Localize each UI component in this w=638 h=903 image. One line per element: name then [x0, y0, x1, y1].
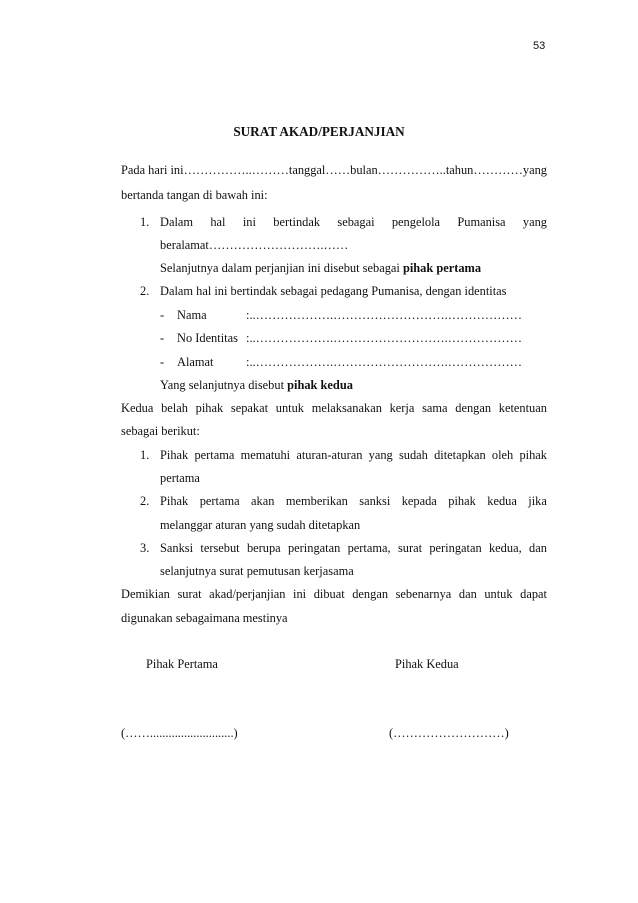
- intro-line-1: [121, 163, 547, 178]
- field-value-alamat: :..……………….……………………….………………: [246, 355, 523, 369]
- intro-line-2: bertanda tangan di bawah ini:: [121, 188, 268, 202]
- field-label-alamat: Alamat: [177, 355, 214, 369]
- closing-word: ini: [293, 587, 307, 601]
- party2-line-1: Dalam hal ini bertindak sebagai pedagang Pumanisa, dengan identitas: [160, 284, 507, 298]
- intro-word: Pada: [121, 163, 146, 177]
- term-3-word: dan: [529, 541, 547, 555]
- field-value-nama: :..……………….……………………….………………: [246, 308, 523, 322]
- agreement-line-1: [121, 401, 547, 416]
- field-dash: -: [160, 331, 165, 345]
- party2-designation-prefix: Yang selanjutnya disebut: [160, 378, 288, 392]
- party1-word: yang: [522, 215, 547, 229]
- agreement-word: kerja: [389, 401, 415, 415]
- closing-line-2: digunakan sebagaimana mestinya: [121, 611, 288, 625]
- term-2-word: pihak: [448, 494, 476, 508]
- closing-word: Demikian: [121, 587, 170, 601]
- term-3-word: kedua,: [488, 541, 522, 555]
- term-1-word: mematuhi: [240, 448, 291, 462]
- term-1-word: Pihak: [160, 448, 189, 462]
- term-2-word: kedua: [487, 494, 517, 508]
- agreement-word: Kedua: [121, 401, 154, 415]
- term-2-word: jika: [528, 494, 547, 508]
- party1-word: Pumanisa: [457, 215, 506, 229]
- intro-word: ini……………..………tanggal……bulan……………..tahun…………yang: [170, 163, 547, 177]
- intro-word: hari: [148, 163, 168, 177]
- term-1-word: yang: [368, 448, 393, 462]
- agreement-line-2: sebagai berikut:: [121, 424, 200, 438]
- term-1-line-2: pertama: [160, 471, 200, 485]
- agreement-word: sama: [422, 401, 448, 415]
- closing-word: untuk: [484, 587, 513, 601]
- term-1-word: sudah: [398, 448, 428, 462]
- party1-word: bertindak: [273, 215, 321, 229]
- party1-word: ini: [242, 215, 256, 229]
- closing-word: akad/perjanjian: [209, 587, 286, 601]
- term-2-word: pertama: [199, 494, 240, 508]
- term-3-word: berupa: [246, 541, 281, 555]
- agreement-word: melaksanakan: [311, 401, 382, 415]
- term-2-line-1: [160, 494, 547, 509]
- term-1-word: oleh: [491, 448, 514, 462]
- party1-designation-line: [160, 261, 481, 276]
- term-3-word: surat: [397, 541, 423, 555]
- closing-word: dan: [458, 587, 477, 601]
- closing-word: sebenarnya: [395, 587, 452, 601]
- term-2-word: Pihak: [160, 494, 189, 508]
- term-1-word: aturan-aturan: [296, 448, 363, 462]
- term-2-line-2: melanggar aturan yang sudah ditetapkan: [160, 518, 361, 532]
- party2-number: 2.: [140, 284, 150, 298]
- term-3-word: peringatan: [287, 541, 341, 555]
- field-value-no-identitas: :..……………….……………………….………………: [246, 331, 523, 345]
- signature-label-first-party: Pihak Pertama: [146, 657, 218, 671]
- term-2-word: memberikan: [285, 494, 348, 508]
- agreement-word: belah: [161, 401, 188, 415]
- closing-word: dengan: [352, 587, 389, 601]
- party2-designation-bold: pihak kedua: [287, 378, 353, 392]
- term-1-word: ditetapkan: [434, 448, 486, 462]
- field-label-nama: Nama: [177, 308, 207, 322]
- term-3-number: 3.: [140, 541, 150, 555]
- term-3-word: peringatan: [429, 541, 482, 555]
- agreement-word: sepakat: [230, 401, 269, 415]
- document-title: SURAT AKAD/PERJANJIAN: [233, 124, 405, 139]
- page-number: 53: [533, 40, 546, 52]
- term-2-word: akan: [251, 494, 275, 508]
- agreement-word: untuk: [275, 401, 304, 415]
- party1-number: 1.: [140, 215, 150, 229]
- party1-designation-bold: pihak pertama: [402, 261, 482, 275]
- closing-word: dibuat: [313, 587, 345, 601]
- term-2-word: sanksi: [359, 494, 391, 508]
- field-dash: -: [160, 308, 165, 322]
- party1-word: sebagai: [337, 215, 375, 229]
- signature-label-second-party: Pihak Kedua: [395, 657, 459, 671]
- term-1-word: pertama: [194, 448, 235, 462]
- term-3-line-2: selanjutnya surat pemutusan kerjasama: [160, 564, 354, 578]
- closing-word: surat: [177, 587, 202, 601]
- signature-line-second-party: (………………………): [389, 726, 509, 740]
- term-1-word: pihak: [519, 448, 547, 462]
- agreement-word: pihak: [195, 401, 224, 415]
- party1-designation-prefix: Selanjutnya dalam perjanjian ini disebut sebagai: [160, 261, 403, 275]
- closing-line-1: [121, 587, 547, 602]
- term-2-word: kepada: [401, 494, 437, 508]
- field-dash: -: [160, 355, 165, 369]
- term-3-line-1: [160, 541, 547, 556]
- party1-word: pengelola: [391, 215, 441, 229]
- party1-word: Dalam: [160, 215, 194, 229]
- term-3-word: Sanksi: [160, 541, 194, 555]
- party1-line-1: [160, 215, 547, 230]
- closing-word: dapat: [520, 587, 547, 601]
- term-1-number: 1.: [140, 448, 150, 462]
- term-3-word: tersebut: [200, 541, 240, 555]
- term-3-word: pertama,: [347, 541, 391, 555]
- agreement-word: dengan: [455, 401, 492, 415]
- party1-word: hal: [210, 215, 226, 229]
- agreement-word: ketentuan: [498, 401, 547, 415]
- term-1-line-1: [160, 448, 547, 463]
- field-label-no-identitas: No Identitas: [177, 331, 238, 345]
- term-2-number: 2.: [140, 494, 150, 508]
- party2-designation-line: [160, 378, 353, 393]
- party1-address-line: beralamat……………………….……: [160, 238, 349, 252]
- signature-line-first-party: (……...........................): [121, 726, 238, 740]
